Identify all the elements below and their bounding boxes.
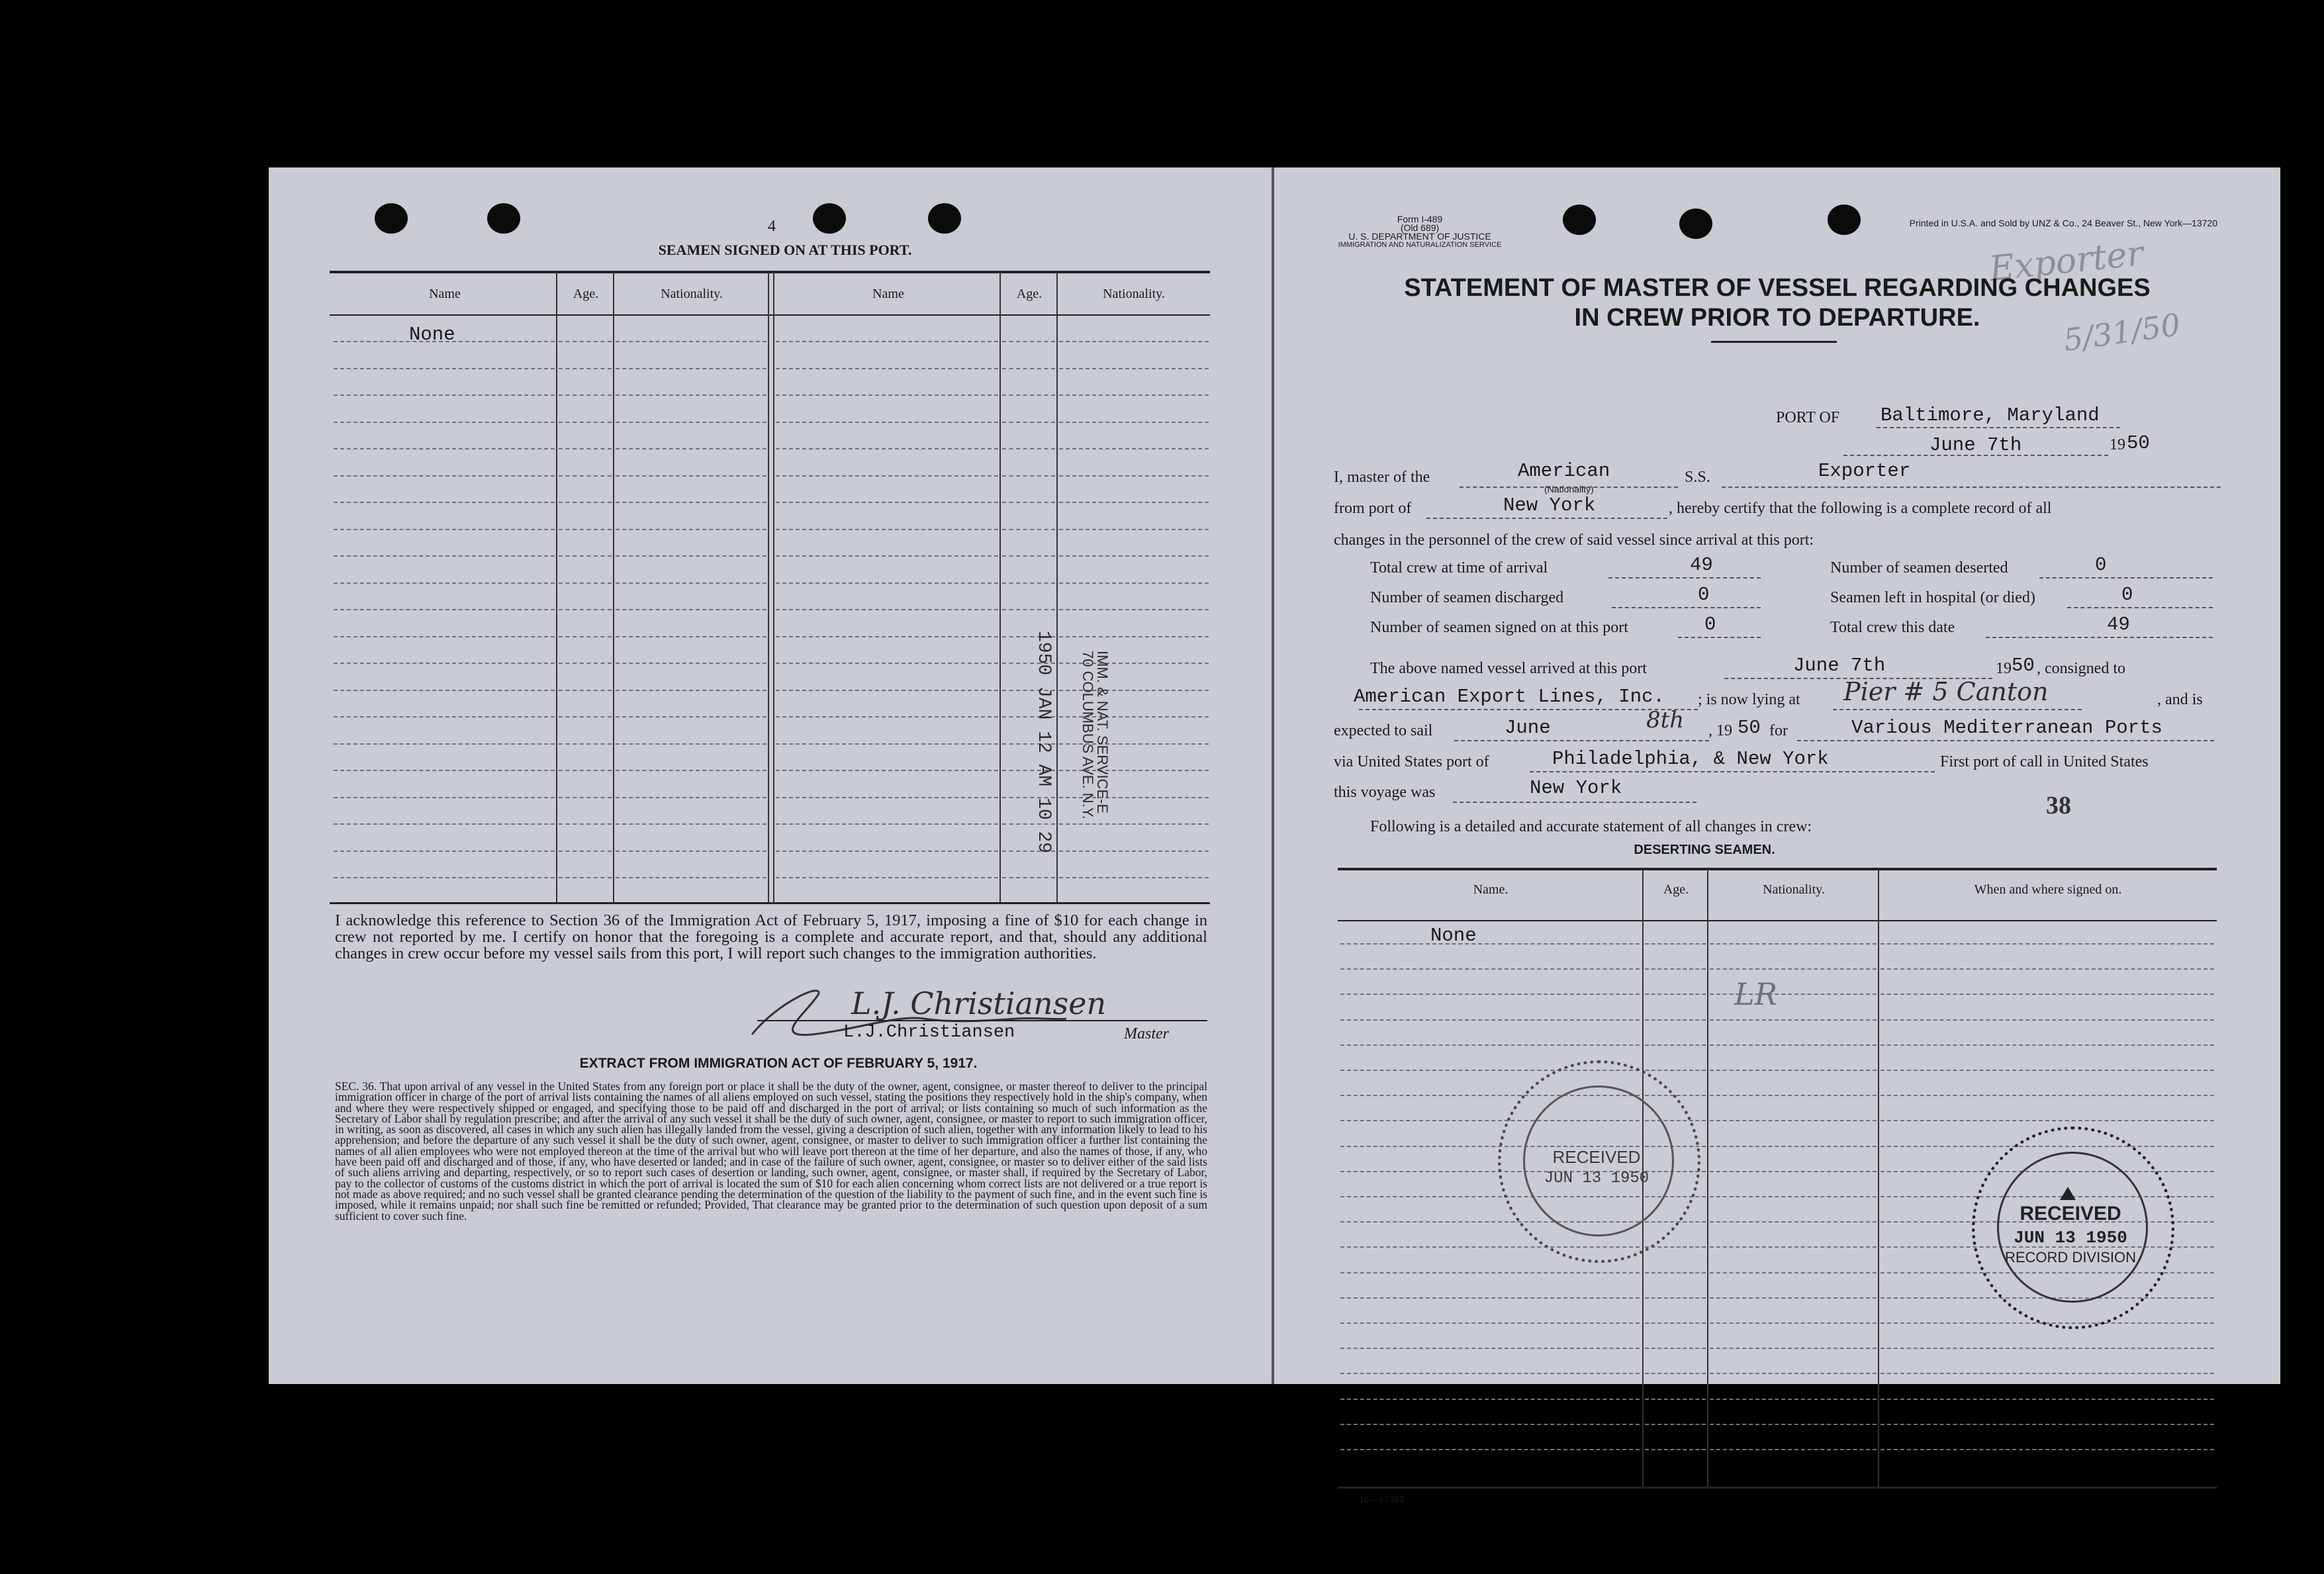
expected-label: expected to sail	[1334, 722, 1433, 739]
table-row-line	[1710, 1424, 1877, 1425]
table-row-line	[1710, 1196, 1877, 1197]
stamp2-division: RECORD DIVISION	[2004, 1249, 2137, 1266]
certify-text: , hereby certify that the following is a complete record of all	[1669, 500, 2052, 517]
table-row-line	[1059, 341, 1209, 342]
table-row-line	[334, 422, 555, 423]
table-row-line	[616, 877, 767, 878]
punch-hole	[1679, 208, 1712, 239]
table-row-line	[1340, 1449, 1640, 1450]
table-row-line	[1340, 994, 1640, 995]
signature-cursive: L.J. Christiansen	[851, 986, 1107, 1021]
signature-typed: L.J.Christiansen	[843, 1023, 1015, 1042]
master-label: Master	[1124, 1025, 1169, 1042]
column-header: Name.	[1473, 882, 1509, 897]
deserted-value: 0	[2095, 554, 2107, 576]
table-row-line	[616, 341, 767, 342]
table-row-line	[776, 877, 998, 878]
table-row-line	[616, 609, 767, 610]
stamp1-received: RECEIVED	[1552, 1147, 1641, 1167]
table-row-line	[1645, 994, 1706, 995]
table-row-line	[1710, 943, 1877, 945]
signed-on-field	[1678, 622, 1761, 638]
table-row-line	[1340, 1373, 1640, 1374]
table-row-line	[1645, 1019, 1706, 1021]
hospital-field	[2067, 592, 2213, 608]
table-row-line	[1710, 1146, 1877, 1147]
table-row-line	[616, 663, 767, 664]
table-row-line	[1059, 502, 1209, 503]
column-line	[773, 272, 774, 902]
column-line	[1878, 869, 1879, 1488]
stamp2-date: JUN 13 1950	[2014, 1228, 2127, 1248]
received-stamp-record-ring	[1997, 1152, 2148, 1303]
table-row-line	[1881, 1019, 2214, 1021]
table-row-line	[1002, 609, 1055, 610]
table-row-line	[1645, 1322, 1706, 1324]
table-row-line	[1002, 448, 1055, 449]
signed-on-label: Number of seamen signed on at this port	[1370, 619, 1628, 636]
table-row-line	[1340, 1348, 1640, 1349]
table-row-line	[776, 368, 998, 369]
port-label: PORT OF	[1776, 409, 1840, 426]
table-row-line	[616, 448, 767, 449]
table-row-line	[1002, 394, 1055, 396]
table-row-line	[334, 877, 555, 878]
stamp2-received: RECEIVED	[2020, 1203, 2121, 1225]
column-header: Nationality.	[661, 287, 723, 301]
table-row-line	[1340, 1272, 1640, 1273]
table-row-line	[1645, 1297, 1706, 1299]
lying-value: Pier # 5 Canton	[1843, 677, 2049, 706]
vessel-value: Exporter	[1818, 460, 1911, 482]
table-row-line	[334, 636, 555, 637]
table-row-line	[1340, 1297, 1640, 1299]
column-header: Name	[872, 287, 904, 301]
column-header: Name	[429, 287, 461, 301]
table-row-line	[1002, 529, 1055, 530]
table-row-line	[1002, 555, 1055, 557]
year-value: 50	[2127, 432, 2150, 454]
service-stamp-vertical: IMM. & NAT. SERVICE-E	[1094, 651, 1111, 814]
table-row-line	[616, 368, 767, 369]
table-row-line	[334, 797, 555, 798]
table-row-line	[1059, 529, 1209, 530]
table-bottom-rule	[1338, 1487, 2217, 1489]
table-row-line	[616, 797, 767, 798]
table-row-line	[1059, 582, 1209, 584]
extract-text: SEC. 36. That upon arrival of any vessel in the United States from any foreign port or place it shall be the duty of the owner, agent, consignee, or master thereof to deliver to the principal immigration officer in charge of the port of arrival lists containing the names of all aliens employed on such vessel, stating the positions they respectively hold in the ship's company, when and where they were respectively shipped or engaged, and specifying those to be paid off and discharged in the port of arrival; or lists containing so much of such information as the Secretary of Labor shall by regulation prescribe; and after the arrival of any such vessel it shall be the duty of such owner, agent, consignee, or master to report to such immigration officer, in writing, as soon as discovered, all cases in which any such alien has illegally landed from the vessel, giving a description of such alien, together with any information likely to lead to his apprehension; and before the departure of any such vessel it shall be the duty of such owner, agent, consignee, or master to deliver to such immigration officer a further list containing the names of all alien employees who were not employed thereon at the time of the arrival but who will leave port thereon at the time of her departure, and also the names of those, if any, who have been paid off and discharged and of those, if any, who have deserted or landed; and in case of the failure of such owner, agent, consignee, or master so to deliver either of the said lists of such aliens arriving and departing, respectively, or so to report such cases of desertion or landing, such owner, agent, consignee, or master shall, if required by the Secretary of Labor, pay to the collector of customs of the customs district in which the port of arrival is located the sum of $10 for each alien concerning whom correct lists are not delivered or a true report is not made as above required; and no such vessel shall be granted clearance pending the determination of the question of the liability to the payment of such fine, and in the event such fine is imposed, while it remains unpaid; nor shall such fine be remitted or refunded; Provided, That clearance may be granted prior to the determination of such question upon deposit of a sum sufficient to cover such fine.	[335, 1080, 1207, 1223]
table-row-line	[1059, 368, 1209, 369]
arrived-year-prefix: 19	[1996, 660, 2012, 677]
table-row-line	[776, 529, 998, 530]
form-title-line2: IN CREW PRIOR TO DEPARTURE.	[1574, 304, 1980, 332]
table-row-line	[334, 368, 555, 369]
table-row-line	[1002, 502, 1055, 503]
deserted-label: Number of seamen deserted	[1830, 559, 2008, 577]
table-row-line	[1340, 1424, 1640, 1425]
table-row-line	[1881, 1348, 2214, 1349]
stamp1-date: JUN 13 1950	[1544, 1170, 1650, 1187]
table-row-line	[1881, 1120, 2214, 1121]
table-row-line	[776, 636, 998, 637]
consignee-value: American Export Lines, Inc.	[1354, 686, 1665, 708]
table-row-line	[776, 582, 998, 584]
handwritten-vessel: Exporter	[1987, 233, 2145, 290]
table-row-line	[334, 770, 555, 771]
table-row-line	[616, 743, 767, 745]
table-row-line	[559, 422, 612, 423]
table-row-line	[1340, 943, 1640, 945]
table-row-line	[559, 716, 612, 718]
column-line	[556, 272, 557, 902]
table-row-line	[1710, 1348, 1877, 1349]
form-number: Form I-489	[1397, 214, 1443, 224]
table-bottom-rule	[330, 902, 1210, 904]
table-row-line	[1059, 609, 1209, 610]
master-of-label: I, master of the	[1334, 469, 1430, 486]
department: U. S. DEPARTMENT OF JUSTICE	[1348, 231, 1491, 242]
table-row-line	[559, 663, 612, 664]
table-row-line	[1710, 1019, 1877, 1021]
table-row-line	[1645, 1373, 1706, 1374]
following-text: Following is a detailed and accurate statement of all changes in crew:	[1370, 818, 1812, 835]
table-row-line	[1645, 1272, 1706, 1273]
discharged-value: 0	[1698, 584, 1710, 606]
table-row-line	[1002, 368, 1055, 369]
table-header-rule	[330, 314, 1210, 316]
total-arrival-value: 49	[1690, 554, 1713, 576]
column-header: Nationality.	[1763, 882, 1825, 897]
column-line	[1707, 869, 1708, 1488]
form-old: (Old 689)	[1400, 222, 1440, 233]
table-row-line	[1710, 1373, 1877, 1374]
total-arrival-label: Total crew at time of arrival	[1370, 559, 1548, 577]
table-row-line	[776, 475, 998, 477]
table-row-line	[1340, 1322, 1640, 1324]
table-row-line	[1340, 968, 1640, 970]
table-row-line	[1710, 1297, 1877, 1299]
table-row-line	[559, 341, 612, 342]
table-row-line	[1645, 1044, 1706, 1046]
table-row-line	[776, 502, 998, 503]
table-row-line	[776, 690, 998, 691]
table-row-line	[776, 663, 998, 664]
table-row-line	[334, 529, 555, 530]
table-row-line	[334, 502, 555, 503]
column-line	[613, 272, 614, 902]
table-row-line	[334, 609, 555, 610]
punch-hole	[487, 203, 520, 234]
deserted-field	[2039, 563, 2213, 579]
discharged-label: Number of seamen discharged	[1370, 589, 1564, 606]
column-header: Age.	[573, 287, 599, 301]
year-prefix: 19	[2110, 436, 2125, 453]
table-row-line	[616, 690, 767, 691]
page-count: 38	[2046, 792, 2071, 819]
table-row-line	[616, 529, 767, 530]
table-row-line	[1340, 1044, 1640, 1046]
column-header: Nationality.	[1103, 287, 1165, 301]
table-row-line	[776, 609, 998, 610]
table-row-line	[559, 448, 612, 449]
from-port-value: New York	[1503, 494, 1596, 516]
table-row-line	[1881, 1373, 2214, 1374]
table-row-line	[1059, 555, 1209, 557]
table-row-line	[1340, 1019, 1640, 1021]
table-row-line	[616, 555, 767, 557]
left-page	[269, 167, 1273, 1384]
table-row-line	[1710, 1044, 1877, 1046]
deserting-title: DESERTING SEAMEN.	[1634, 843, 1775, 857]
form-header	[1321, 215, 1519, 250]
table-row-line	[1002, 341, 1055, 342]
vessel-field	[1722, 472, 2221, 488]
table-row-line	[1710, 1399, 1877, 1400]
from-port-label: from port of	[1334, 500, 1412, 517]
table-row-line	[1881, 1095, 2214, 1096]
right-page	[1274, 167, 2280, 1505]
table-row-line	[616, 851, 767, 852]
table-row-line	[1645, 968, 1706, 970]
table-row-line	[1645, 1449, 1706, 1450]
table-row-line	[1710, 968, 1877, 970]
table-row-line	[559, 529, 612, 530]
table-row-line	[559, 851, 612, 852]
date-stamp-vertical: 1950 JAN 12 AM 10 29	[1033, 631, 1054, 854]
destination-value: Various Mediterranean Ports	[1851, 717, 2162, 739]
table-row-line	[334, 475, 555, 477]
column-header: When and where signed on.	[1974, 882, 2122, 897]
table-row-line	[1710, 1221, 1877, 1223]
form-title	[1314, 273, 2241, 333]
table-row-line	[334, 394, 555, 396]
table-row-line	[334, 851, 555, 852]
table-row-line	[776, 770, 998, 771]
table-row-line	[1645, 943, 1706, 945]
table-row-line	[559, 743, 612, 745]
table-row-line	[1881, 994, 2214, 995]
table-row-line	[559, 690, 612, 691]
punch-hole	[375, 203, 408, 234]
table-row-line	[776, 555, 998, 557]
table-row-line	[1881, 1044, 2214, 1046]
table-row-line	[1059, 448, 1209, 449]
table-row-line	[559, 555, 612, 557]
sail-year: 50	[1738, 717, 1761, 739]
sail-month: June	[1505, 717, 1551, 739]
table-row-line	[1059, 475, 1209, 477]
column-header: Age.	[1663, 882, 1689, 897]
service: IMMIGRATION AND NATURALIZATION SERVICE	[1338, 241, 1502, 249]
table-row-line	[776, 797, 998, 798]
table-row-line	[1710, 1120, 1877, 1121]
table-row-line	[1340, 1399, 1640, 1400]
port-value: Baltimore, Maryland	[1881, 404, 2100, 426]
table-row-line	[334, 448, 555, 449]
table-row-line	[559, 475, 612, 477]
punch-hole	[813, 203, 846, 234]
total-date-value: 49	[2107, 614, 2130, 635]
table-row-line	[1710, 1246, 1877, 1248]
arrived-year: 50	[2012, 655, 2035, 676]
left-page-title: SEAMEN SIGNED ON AT THIS PORT.	[658, 242, 912, 258]
hospital-value: 0	[2121, 584, 2133, 606]
acknowledgment-text: I acknowledge this reference to Section 36 of the Immigration Act of February 5, 1917, imposing a fine of $10 for each change in crew not reported by me. I certify on honor that the foregoing is a complete and accurate report, and that, should any additional changes in crew occur before my vessel sails from this port, I will report such changes to the immigration authorities.	[335, 911, 1207, 962]
signed-on-value: 0	[1704, 614, 1716, 635]
table-row-line	[1881, 1070, 2214, 1071]
table-row-line	[559, 394, 612, 396]
table-row-line	[334, 743, 555, 745]
ss-label: S.S.	[1685, 469, 1710, 486]
for-label: for	[1769, 722, 1788, 739]
total-arrival-field	[1608, 563, 1761, 579]
table-row-line	[1059, 422, 1209, 423]
and-is-text: , and is	[2157, 691, 2203, 708]
table-row-line	[776, 716, 998, 718]
punch-hole	[928, 203, 961, 234]
table-row-line	[776, 341, 998, 342]
handwritten-initials: LR	[1734, 976, 1778, 1012]
table-row-line	[559, 582, 612, 584]
page-number: 4	[768, 218, 776, 235]
column-header: Age.	[1016, 287, 1043, 301]
table-row-line	[776, 394, 998, 396]
table-row-line	[616, 716, 767, 718]
table-row-line	[616, 636, 767, 637]
arrived-value: June 7th	[1793, 655, 1886, 676]
table-row-line	[616, 422, 767, 423]
table-top-rule	[330, 271, 1210, 273]
table-row-line	[1645, 1399, 1706, 1400]
table-row-line	[1881, 1424, 2214, 1425]
column-line	[768, 272, 769, 902]
table-row-line	[1002, 582, 1055, 584]
table-row-line	[1710, 1272, 1877, 1273]
table-row-line	[1645, 1348, 1706, 1349]
table-row-line	[616, 394, 767, 396]
discharged-field	[1612, 592, 1761, 608]
printer-imprint: Printed in U.S.A. and Sold by UNZ & Co., 24 Beaver St., New York—13720	[1909, 218, 2217, 228]
handwritten-date: 5/31/50	[2061, 306, 2183, 359]
table-row-line	[334, 716, 555, 718]
voyage-label: this voyage was	[1334, 784, 1436, 801]
via-label: via United States port of	[1334, 753, 1489, 770]
voyage-value: New York	[1530, 777, 1622, 799]
table-row-line	[1059, 394, 1209, 396]
entry-none: None	[1430, 925, 1477, 947]
nationality-value: American	[1518, 460, 1610, 482]
table-row-line	[1881, 1399, 2214, 1400]
entry-none: None	[409, 324, 455, 346]
sail-day: 8th	[1646, 707, 1685, 733]
address-stamp-vertical: 70 COLUMBUS AVE. N.Y.	[1080, 651, 1096, 819]
table-header-rule	[1338, 920, 2217, 921]
table-row-line	[1881, 968, 2214, 970]
arrived-label: The above named vessel arrived at this port	[1370, 660, 1647, 677]
table-top-rule	[1338, 868, 2217, 870]
table-row-line	[1645, 1424, 1706, 1425]
punch-hole	[1563, 205, 1596, 235]
table-row-line	[1710, 1095, 1877, 1096]
table-row-line	[334, 690, 555, 691]
footer-code: 16—17387	[1359, 1494, 1405, 1505]
changes-text: changes in the personnel of the crew of said vessel since arrival at this port:	[1334, 532, 1814, 549]
table-row-line	[559, 368, 612, 369]
table-row-line	[334, 823, 555, 825]
date-value: June 7th	[1929, 434, 2022, 456]
sail-year-prefix: , 19	[1708, 722, 1732, 739]
table-row-line	[616, 770, 767, 771]
consigned-label: , consigned to	[2037, 660, 2125, 677]
total-date-label: Total crew this date	[1830, 619, 1955, 636]
table-row-line	[1645, 1070, 1706, 1071]
table-row-line	[616, 475, 767, 477]
total-date-field	[1986, 622, 2213, 638]
hospital-label: Seamen left in hospital (or died)	[1830, 589, 2035, 606]
table-row-line	[334, 555, 555, 557]
via-value: Philadelphia, & New York	[1552, 748, 1829, 770]
extract-title: EXTRACT FROM IMMIGRATION ACT OF FEBRUARY 5, 1917.	[579, 1056, 978, 1071]
table-row-line	[616, 502, 767, 503]
table-row-line	[1710, 1322, 1877, 1324]
column-line	[999, 272, 1001, 902]
table-row-line	[616, 823, 767, 825]
table-row-line	[559, 770, 612, 771]
table-row-line	[559, 609, 612, 610]
table-row-line	[776, 448, 998, 449]
table-row-line	[1710, 1449, 1877, 1450]
table-row-line	[1059, 636, 1209, 637]
table-row-line	[559, 636, 612, 637]
table-row-line	[776, 823, 998, 825]
table-row-line	[1710, 1171, 1877, 1172]
table-row-line	[334, 663, 555, 664]
table-row-line	[1881, 943, 2214, 945]
table-row-line	[559, 823, 612, 825]
title-rule	[1711, 341, 1837, 343]
lying-label: ; is now lying at	[1698, 691, 1800, 708]
table-row-line	[334, 582, 555, 584]
table-row-line	[1002, 475, 1055, 477]
first-port-label: First port of call in United States	[1940, 753, 2149, 770]
table-row-line	[776, 743, 998, 745]
arrow-up-icon	[2060, 1187, 2076, 1200]
table-row-line	[559, 877, 612, 878]
column-line	[1056, 272, 1058, 902]
nationality-caption: (Nationality)	[1544, 484, 1594, 494]
table-row-line	[1002, 422, 1055, 423]
table-row-line	[559, 797, 612, 798]
table-row-line	[1710, 1070, 1877, 1071]
table-row-line	[616, 582, 767, 584]
table-row-line	[1881, 1449, 2214, 1450]
table-row-line	[559, 502, 612, 503]
table-row-line	[776, 422, 998, 423]
form-title-line1: STATEMENT OF MASTER OF VESSEL REGARDING CHANGES	[1404, 274, 2151, 302]
table-row-line	[776, 851, 998, 852]
